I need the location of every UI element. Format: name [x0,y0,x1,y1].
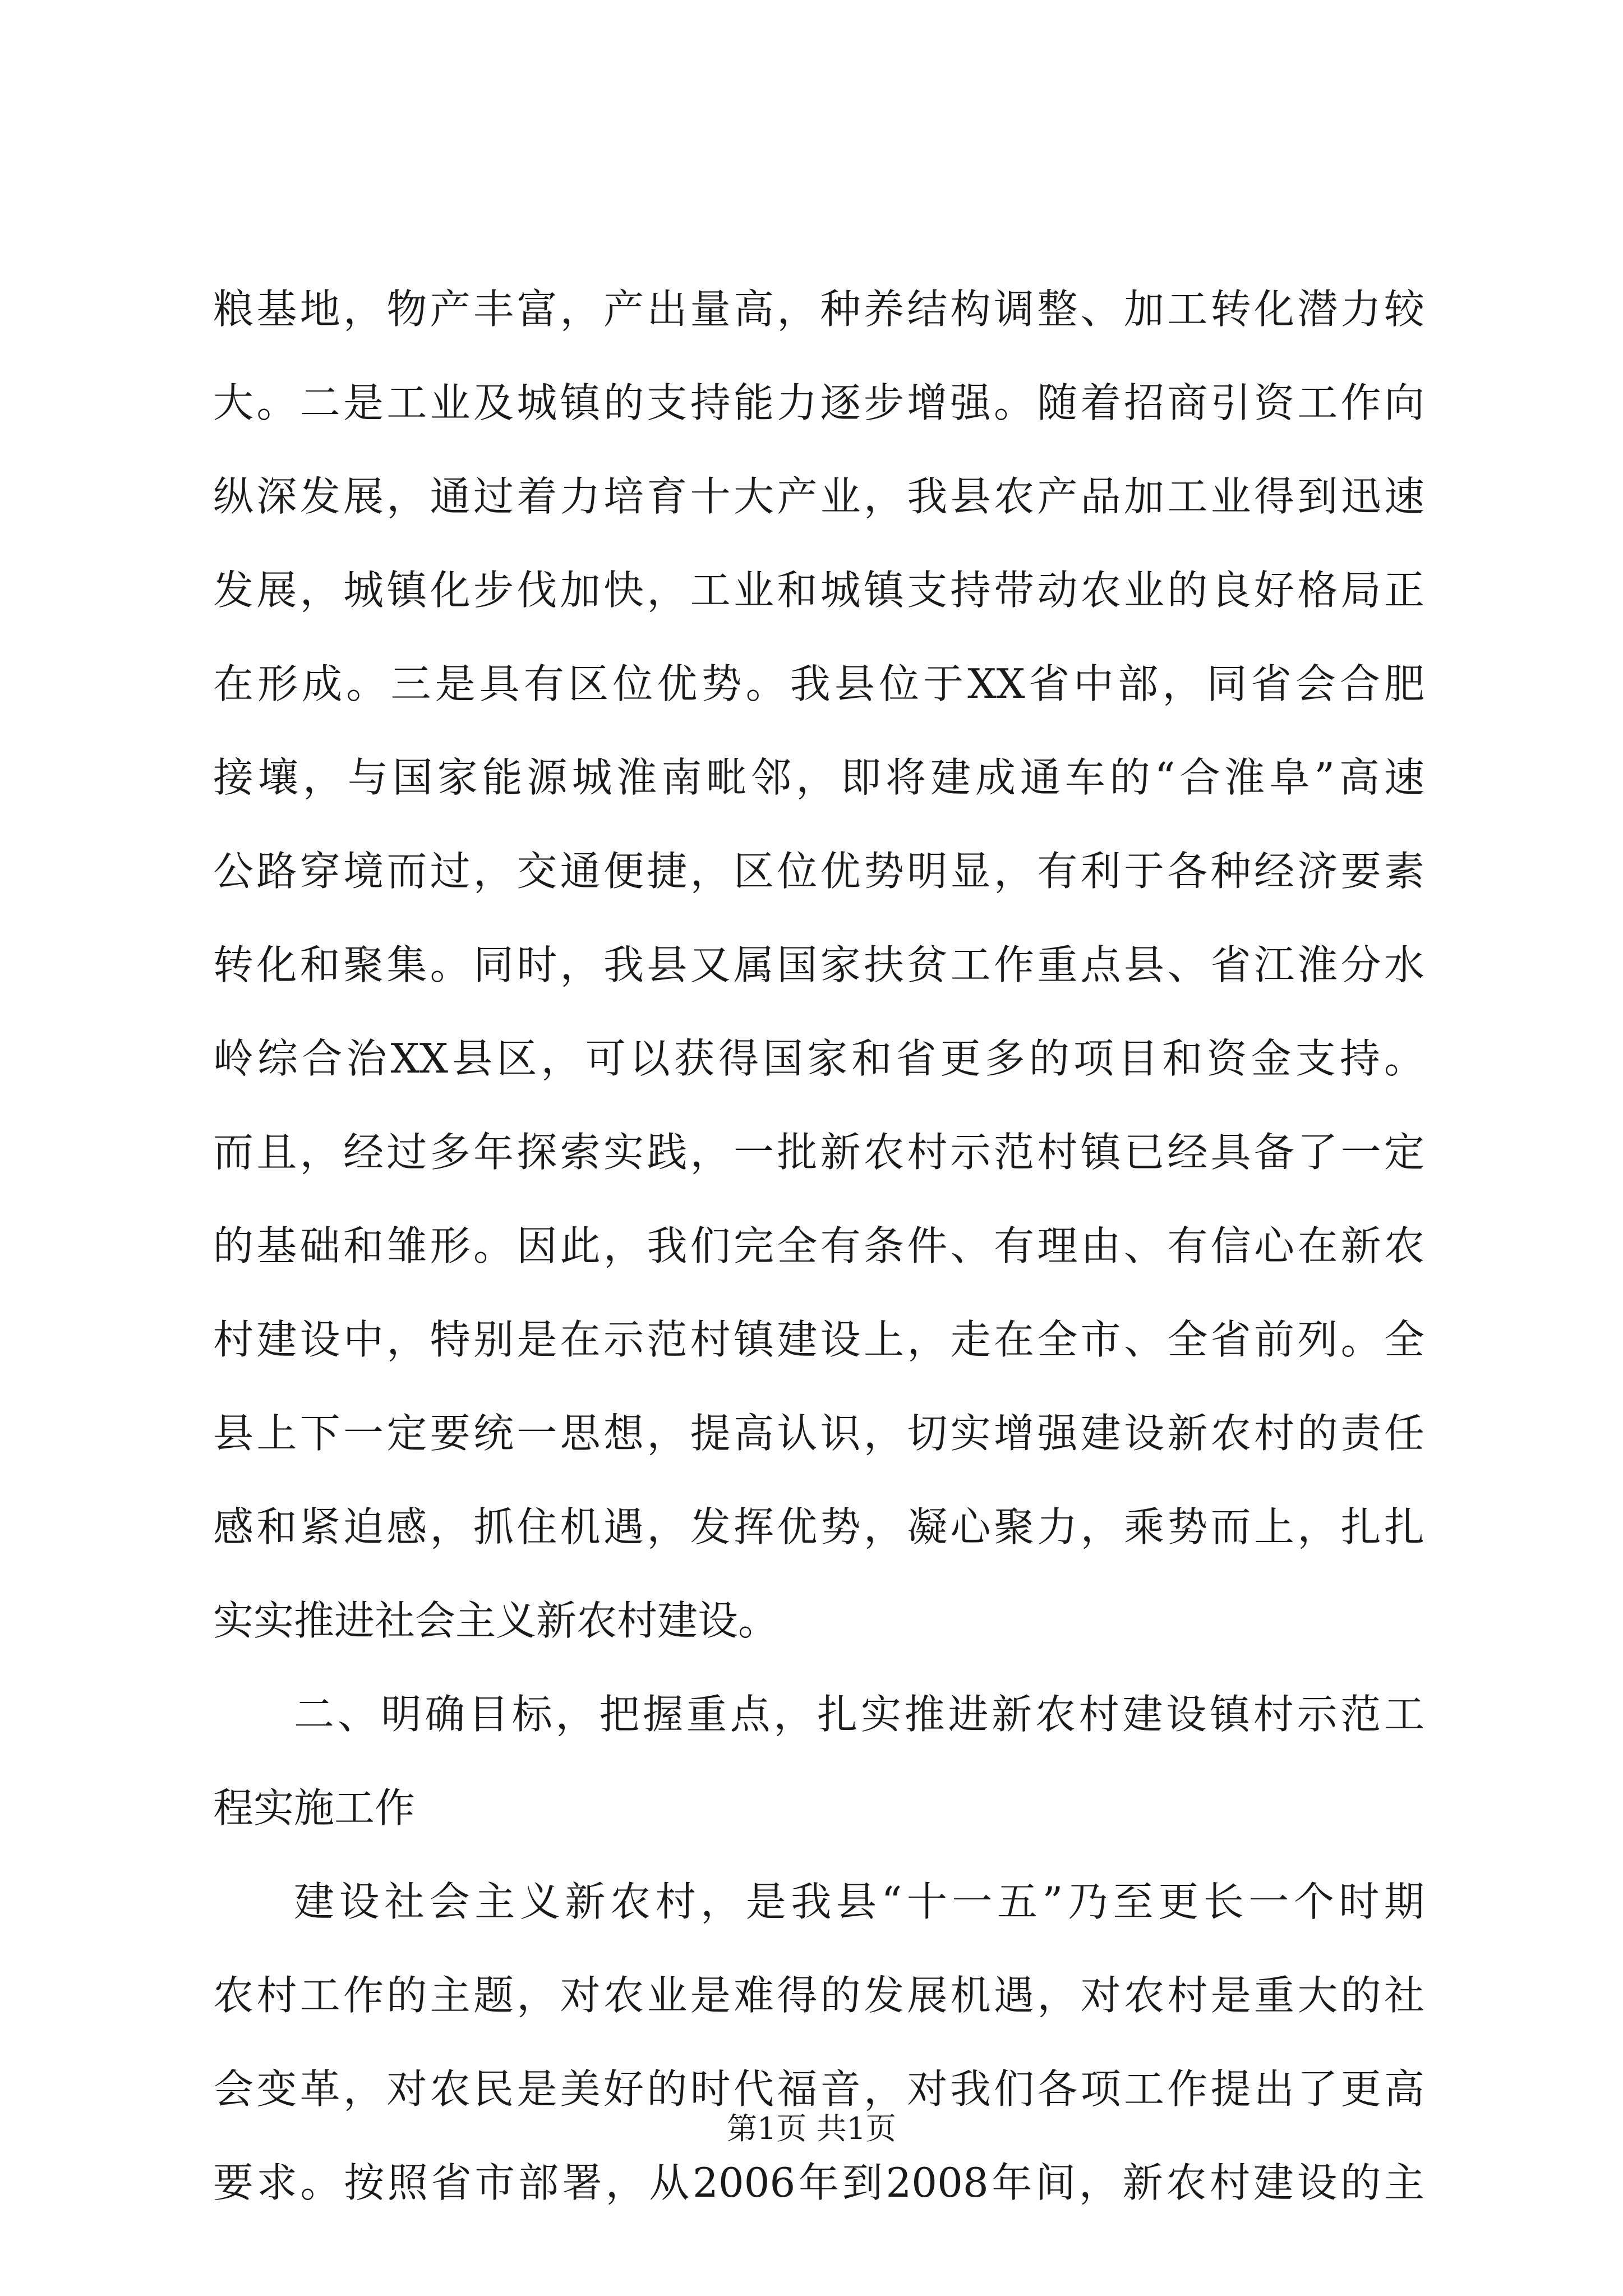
text-line: 要求。按照省市部署，从2006年到2008年间，新农村建设的主 [213,2159,1424,2206]
text-line: 转化和聚集。同时，我县又属国家扶贫工作重点县、省江淮分水 [213,941,1424,988]
text-line: 接壤，与国家能源城淮南毗邻，即将建成通车的“合淮阜”高速 [213,754,1424,801]
section-heading-line: 程实施工作 [213,1784,416,1832]
page-footer [0,2109,1623,2148]
text-line: 在形成。三是具有区位优势。我县位于XX省中部，同省会合肥 [213,660,1424,707]
text-line: 建设社会主义新农村，是我县“十一五”乃至更长一个时期 [294,1878,1424,1925]
text-line: 的基础和雏形。因此，我们完全有条件、有理由、有信心在新农 [213,1222,1424,1269]
section-heading-line: 二、明确目标，把握重点，扎实推进新农村建设镇村示范工 [294,1691,1424,1738]
text-line: 农村工作的主题，对农业是难得的发展机遇，对农村是重大的社 [213,1972,1424,2019]
text-line: 岭综合治XX县区，可以获得国家和省更多的项目和资金支持。 [213,1035,1424,1082]
text-line: 实实推进社会主义新农村建设。 [213,1597,779,1644]
text-line: 大。二是工业及城镇的支持能力逐步增强。随着招商引资工作向 [213,379,1424,426]
text-line: 公路穿境而过，交通便捷，区位优势明显，有利于各种经济要素 [213,848,1424,895]
text-line: 纵深发展，通过着力培育十大产业，我县农产品加工业得到迅速 [213,473,1424,520]
page-number-label: 第1页 共1页 [727,2111,896,2146]
text-line: 而且，经过多年探索实践，一批新农村示范村镇已经具备了一定 [213,1129,1424,1176]
text-line: 发展，城镇化步伐加快，工业和城镇支持带动农业的良好格局正 [213,567,1424,614]
text-line: 县上下一定要统一思想，提高认识，切实增强建设新农村的责任 [213,1410,1424,1457]
text-line: 村建设中，特别是在示范村镇建设上，走在全市、全省前列。全 [213,1316,1424,1363]
text-line: 粮基地，物产丰富，产出量高，种养结构调整、加工转化潜力较 [213,286,1424,333]
text-line: 感和紧迫感，抓住机遇，发挥优势，凝心聚力，乘势而上，扎扎 [213,1503,1424,1550]
body-text [213,263,1424,2230]
text-line: 会变革，对农民是美好的时代福音，对我们各项工作提出了更高 [213,2065,1424,2113]
